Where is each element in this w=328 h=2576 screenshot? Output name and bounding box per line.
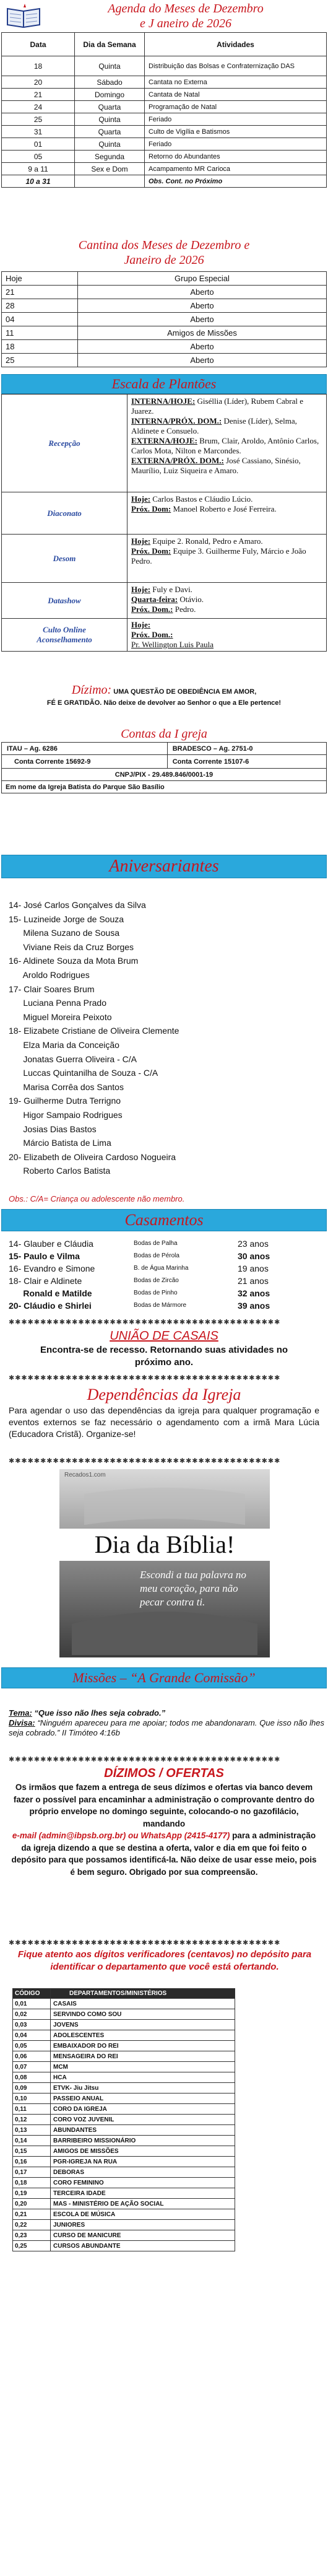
agenda-cell-atividade: Cantata no Externa	[145, 76, 327, 89]
biblia-verse: Escondi a tua palavra no meu coração, para não pecar contra ti.	[140, 1569, 246, 1608]
cantina-cell-grupo: Amigos de Missões	[78, 326, 327, 340]
diaconato-lines	[127, 492, 327, 535]
cantina-table	[1, 271, 327, 367]
datashow-line	[131, 605, 322, 614]
datashow-lines	[127, 583, 327, 619]
agenda-cell-atividade: Feriado	[145, 138, 327, 151]
contas-table	[1, 742, 327, 793]
bradesco-conta: Conta Corrente 15107-6	[167, 755, 326, 769]
dizimo-text1: UMA QUESTÃO DE OBEDIÊNCIA EM AMOR,	[111, 688, 257, 696]
bradesco-label: BRADESCO – Ag. 2751-0	[167, 743, 326, 755]
uniao-title: UNIÃO DE CASAIS	[110, 1329, 218, 1343]
casamento-nomes: Ronald e Matilde	[9, 1288, 92, 1298]
aniversariantes-title: Aniversariantes	[1, 855, 327, 878]
codigo-departamento: CORO VOZ JUVENIL	[51, 2115, 235, 2125]
diaconato-label: Diaconato	[2, 492, 127, 535]
aniversariante-item: Josias Dias Bastos	[9, 1124, 97, 1134]
cantina-row	[2, 326, 327, 340]
plantoes-table	[1, 394, 327, 652]
codigo-departamento: CURSOS ABUNDANTE	[51, 2241, 235, 2251]
agenda-cell-data: 20	[2, 76, 75, 89]
agenda-cell-atividade: Cantata de Natal	[145, 89, 327, 101]
biblia-image	[59, 1469, 270, 1657]
aniversariante-item: 14- José Carlos Gonçalves da Silva	[9, 900, 146, 910]
plantao-names: Equipe 2. Ronald, Pedro e Amaro.	[150, 536, 263, 546]
codigo-departamento: EMBAIXADOR DO REI	[51, 2041, 235, 2051]
aniversariante-item: Roberto Carlos Batista	[9, 1166, 111, 1176]
agenda-table	[1, 32, 327, 188]
cantina-header-grupo: Grupo Especial	[78, 272, 327, 286]
aniversariante-item: Luccas Quintanilha de Souza - C/A	[9, 1068, 158, 1078]
agenda-row	[2, 56, 327, 76]
codigo-value: 0,23	[13, 2230, 51, 2241]
agenda-row	[2, 175, 327, 188]
codigo-value: 0,05	[13, 2041, 51, 2051]
desom-label: Desom	[2, 535, 127, 583]
codigo-departamento: PGR-IGREJA NA RUA	[51, 2157, 235, 2167]
cantina-row	[2, 286, 327, 299]
agenda-title-line1: Agenda do Meses de Dezembro	[108, 2, 264, 15]
cantina-cell-data: 11	[2, 326, 78, 340]
casamento-anos: 21 anos	[238, 1276, 269, 1286]
uniao-section	[9, 1328, 319, 1369]
missoes-divisa-line	[9, 1718, 324, 1738]
biblia-title: Dia da Bíblia!	[59, 1529, 270, 1561]
codigo-row	[13, 2230, 235, 2241]
aconselhamento-label-text: Aconselhamento	[37, 635, 92, 644]
agenda-header-atividades: Atividades	[145, 33, 327, 56]
divider-stars-4: ✱✱✱✱✱✱✱✱✱✱✱✱✱✱✱✱✱✱✱✱✱✱✱✱✱✱✱✱✱✱✱✱✱✱✱✱✱✱✱✱✱✱✱	[9, 1756, 281, 1763]
tema-text: “Que isso não lhes seja cobrado.”	[32, 1708, 166, 1718]
cantina-cell-data: 28	[2, 299, 78, 313]
casamento-bodas: Bodas de Pérola	[134, 1252, 179, 1259]
codigo-row	[13, 2188, 235, 2199]
agenda-cell-data: 18	[2, 56, 75, 76]
codigo-row	[13, 2136, 235, 2146]
agenda-cell-dia: Sábado	[75, 76, 145, 89]
dependencias-title: Dependências da Igreja	[87, 1386, 241, 1404]
agenda-cell-dia: Sex e Dom	[75, 163, 145, 175]
agenda-cell-atividade: Distribuição das Bolsas e Confraternização DAS	[145, 56, 327, 76]
dizimos-text1: Os irmãos que fazem a entrega de seus dízimos e ofertas via banco devem fazer o possível para encaminhar a administração o comprovante dentro do próprio envelope no domingo seguinte, colocando-o no gazofilácio, mandando	[13, 1783, 315, 1828]
cantina-row	[2, 299, 327, 313]
agenda-cell-data: 24	[2, 101, 75, 113]
divider-stars-3: ✱✱✱✱✱✱✱✱✱✱✱✱✱✱✱✱✱✱✱✱✱✱✱✱✱✱✱✱✱✱✱✱✱✱✱✱✱✱✱✱✱✱✱	[9, 1457, 281, 1465]
casamento-row	[9, 1238, 324, 1250]
recepcao-lines	[127, 395, 327, 492]
agenda-cell-data: 10 a 31	[2, 175, 75, 188]
contas-nome: Em nome da Igreja Batista do Parque São Basílio	[2, 781, 327, 793]
casamentos-list	[9, 1238, 324, 1312]
casamento-nomes: 16- Evandro e Simone	[9, 1264, 95, 1273]
casamento-nomes: 14- Glauber e Cláudia	[9, 1239, 93, 1249]
agenda-cell-dia	[75, 175, 145, 188]
cantina-cell-grupo: Aberto	[78, 299, 327, 313]
aconselhamento-name: Pr. Wellington Luis Paula	[131, 640, 214, 649]
agenda-row	[2, 76, 327, 89]
plantao-label: Próx. Dom:	[131, 504, 171, 513]
book-icon	[5, 2, 42, 30]
plantao-label: Hoje:	[131, 585, 151, 594]
itau-label: ITAU – Ag. 6286	[2, 743, 168, 755]
codigo-departamento: SERVINDO COMO SOU	[51, 2009, 235, 2020]
aniversariante-item: 17- Clair Soares Brum	[9, 984, 95, 994]
casamento-bodas: Bodas de Zircão	[134, 1277, 179, 1284]
diaconato-line	[131, 504, 322, 514]
casamento-nomes: 15- Paulo e Vilma	[9, 1251, 80, 1261]
codigo-value: 0,17	[13, 2167, 51, 2178]
codigo-value: 0,11	[13, 2104, 51, 2115]
missoes-text	[9, 1708, 324, 1738]
plantoes-row-datashow	[2, 583, 327, 619]
plantao-label: EXTERNA/PRÓX. DOM.:	[131, 456, 224, 465]
codigo-row	[13, 2083, 235, 2094]
plantao-names: Giséllia (Líder), Rubem Cabral e Juarez.	[131, 396, 304, 416]
codigo-departamento: TERCEIRA IDADE	[51, 2188, 235, 2199]
culto-online-hoje: Hoje:	[131, 620, 151, 629]
codigo-row	[13, 2115, 235, 2125]
casamento-row	[9, 1250, 324, 1262]
aniversariante-item: Aroldo Rodrigues	[9, 969, 90, 980]
pix: CNPJ/PIX - 29.489.846/0001-19	[2, 769, 327, 781]
divisa-label: Divisa:	[9, 1718, 35, 1727]
cantina-title	[0, 238, 328, 268]
codigo-departamento: AMIGOS DE MISSÕES	[51, 2146, 235, 2157]
casamento-anos: 30 anos	[238, 1251, 270, 1261]
casamento-anos: 32 anos	[238, 1288, 270, 1298]
agenda-cell-dia: Segunda	[75, 151, 145, 163]
recepcao-label: Recepção	[2, 395, 127, 492]
aniversariantes-list	[9, 898, 324, 1178]
codigo-row	[13, 2157, 235, 2167]
plantao-names: José Cassiano, Sinésio, Maurílio, Luiz Siqueira e Amaro.	[131, 456, 301, 475]
codigo-value: 0,22	[13, 2220, 51, 2230]
culto-online-lines	[127, 619, 327, 652]
casamento-bodas: Bodas de Palha	[134, 1240, 178, 1247]
agenda-row	[2, 89, 327, 101]
casamento-bodas: Bodas de Pinho	[134, 1290, 178, 1296]
casamento-anos: 19 anos	[238, 1264, 269, 1273]
dizimos-ofertas-text	[9, 1781, 319, 1878]
codigo-departamento: BARRIBEIRO MISSIONÁRIO	[51, 2136, 235, 2146]
agenda-cell-atividade: Feriado	[145, 113, 327, 126]
codigo-departamento: JUNIORES	[51, 2220, 235, 2230]
cantina-row	[2, 340, 327, 354]
agenda-header-dia: Dia da Semana	[75, 33, 145, 56]
aniversariante-item: 16- Aldinete Souza da Mota Brum	[9, 956, 139, 966]
cantina-title-line2: Janeiro de 2026	[124, 253, 204, 267]
codigos-header-codigo: CÓDIGO	[13, 1989, 51, 1999]
dizimos-contact: e-mail (admin@ibpsb.org.br) ou WhatsApp (2415-4177)	[12, 1831, 230, 1840]
missoes-tema-line	[9, 1708, 324, 1718]
dependencias-section	[9, 1385, 319, 1440]
codigo-departamento: CURSO DE MANICURE	[51, 2230, 235, 2241]
divider-stars-2: ✱✱✱✱✱✱✱✱✱✱✱✱✱✱✱✱✱✱✱✱✱✱✱✱✱✱✱✱✱✱✱✱✱✱✱✱✱✱✱✱✱✱✱	[9, 1374, 281, 1382]
codigos-header-departamentos: DEPARTAMENTOS/MINISTÉRIOS	[51, 1989, 235, 1999]
codigo-row	[13, 2072, 235, 2083]
casamento-row	[9, 1299, 324, 1312]
aniversariante-item: Márcio Batista de Lima	[9, 1138, 111, 1148]
cantina-row	[2, 313, 327, 326]
agenda-title-line2: e J aneiro de 2026	[139, 17, 232, 30]
codigo-departamento: ESCOLA DE MÚSICA	[51, 2209, 235, 2220]
divider-stars-1: ✱✱✱✱✱✱✱✱✱✱✱✱✱✱✱✱✱✱✱✱✱✱✱✱✱✱✱✱✱✱✱✱✱✱✱✱✱✱✱✱✱✱✱	[9, 1319, 281, 1326]
plantao-label: Hoje:	[131, 494, 151, 504]
agenda-cell-dia: Quarta	[75, 126, 145, 138]
plantao-label: EXTERNA/HOJE:	[131, 436, 197, 445]
agenda-row	[2, 126, 327, 138]
codigo-value: 0,02	[13, 2009, 51, 2020]
cantina-row	[2, 354, 327, 367]
desom-lines	[127, 535, 327, 583]
divisa-text: “Ninguém apareceu para me apoiar; todos me abandonaram. Que isso não lhes seja cobrado.” II Timóteo 4:16b	[9, 1718, 324, 1737]
codigo-row	[13, 2199, 235, 2209]
codigo-value: 0,16	[13, 2157, 51, 2167]
cantina-cell-data: 18	[2, 340, 78, 354]
codigo-value: 0,25	[13, 2241, 51, 2251]
codigo-departamento: CORO DA IGREJA	[51, 2104, 235, 2115]
recepcao-line	[131, 416, 322, 436]
codigo-value: 0,03	[13, 2020, 51, 2030]
cantina-header-hoje: Hoje	[2, 272, 78, 286]
agenda-cell-atividade: Obs. Cont. no Próximo	[145, 175, 327, 188]
aniversariantes-obs: Obs.: C/A= Criança ou adolescente não membro.	[9, 1194, 185, 1203]
plantao-names: Manoel Roberto e José Ferreira.	[171, 504, 277, 513]
casamento-bodas: Bodas de Mármore	[134, 1302, 187, 1309]
codigo-departamento: MCM	[51, 2062, 235, 2072]
plantoes-row-diaconato	[2, 492, 327, 535]
codigo-row	[13, 2030, 235, 2041]
codigo-departamento: CASAIS	[51, 1999, 235, 2009]
agenda-cell-dia: Quinta	[75, 113, 145, 126]
codigo-departamento: CORO FEMININO	[51, 2178, 235, 2188]
agenda-cell-dia: Quarta	[75, 101, 145, 113]
plantao-names: Pedro.	[173, 605, 196, 614]
casamentos-title: Casamentos	[1, 1209, 327, 1231]
divider-stars-5: ✱✱✱✱✱✱✱✱✱✱✱✱✱✱✱✱✱✱✱✱✱✱✱✱✱✱✱✱✱✱✱✱✱✱✱✱✱✱✱✱✱✱✱	[9, 1939, 281, 1947]
biblia-watermark: Recados1.com	[64, 1472, 106, 1478]
codigo-value: 0,07	[13, 2062, 51, 2072]
aniversariante-item: Viviane Reis da Cruz Borges	[9, 941, 134, 952]
datashow-line	[131, 585, 322, 595]
codigo-row	[13, 2178, 235, 2188]
agenda-row	[2, 138, 327, 151]
codigo-value: 0,13	[13, 2125, 51, 2136]
codigo-row	[13, 2062, 235, 2072]
agenda-cell-dia: Quinta	[75, 56, 145, 76]
plantao-names: Otávio.	[178, 595, 204, 604]
codigo-row	[13, 2041, 235, 2051]
contas-section	[1, 726, 327, 793]
codigo-departamento: ABUNDANTES	[51, 2125, 235, 2136]
codigo-departamento: HCA	[51, 2072, 235, 2083]
agenda-row	[2, 163, 327, 175]
aniversariante-item: Miguel Moreira Peixoto	[9, 1011, 112, 1022]
codigo-value: 0,06	[13, 2051, 51, 2062]
codigo-row	[13, 2094, 235, 2104]
codigo-value: 0,18	[13, 2178, 51, 2188]
codigo-value: 0,14	[13, 2136, 51, 2146]
dizimo-section	[1, 685, 327, 709]
plantoes-row-recepcao	[2, 395, 327, 492]
dizimos-ofertas-title: DÍZIMOS / OFERTAS	[104, 1766, 224, 1780]
codigo-departamento: MAS - MINISTÉRIO DE AÇÃO SOCIAL	[51, 2199, 235, 2209]
codigo-departamento: PASSEIO ANUAL	[51, 2094, 235, 2104]
codigo-row	[13, 2209, 235, 2220]
agenda-cell-data: 05	[2, 151, 75, 163]
codigo-value: 0,15	[13, 2146, 51, 2157]
digitos-text: Fique atento aos dígitos verificadores (centavos) no depósito para identificar o departamento que você está ofertando.	[17, 1949, 312, 1972]
agenda-cell-atividade: Culto de Vigília e Batismos	[145, 126, 327, 138]
datashow-label: Datashow	[2, 583, 127, 619]
codigos-table	[12, 1988, 235, 2251]
cantina-cell-grupo: Aberto	[78, 286, 327, 299]
dizimos-ofertas-section	[9, 1765, 319, 1878]
plantao-label: INTERNA/HOJE:	[131, 396, 196, 406]
codigo-value: 0,10	[13, 2094, 51, 2104]
recepcao-line	[131, 396, 322, 416]
itau-conta: Conta Corrente 15692-9	[2, 755, 168, 769]
open-book-illustration	[59, 1469, 270, 1657]
codigo-departamento: JOVENS	[51, 2020, 235, 2030]
aniversariante-item: Milena Suzano de Sousa	[9, 928, 119, 938]
casamento-row	[9, 1262, 324, 1275]
casamento-row	[9, 1275, 324, 1287]
codigo-value: 0,19	[13, 2188, 51, 2199]
agenda-header-data: Data	[2, 33, 75, 56]
aniversariante-item: 15- Luzineide Jorge de Souza	[9, 914, 124, 924]
agenda-cell-data: 31	[2, 126, 75, 138]
codigo-value: 0,12	[13, 2115, 51, 2125]
agenda-cell-data: 01	[2, 138, 75, 151]
culto-online-label	[2, 619, 127, 652]
dizimo-line1	[1, 685, 327, 697]
agenda-title	[56, 1, 316, 31]
plantoes-title: Escala de Plantões	[1, 374, 327, 394]
codigo-row	[13, 2020, 235, 2030]
recepcao-line	[131, 456, 322, 476]
casamento-row	[9, 1287, 324, 1299]
codigo-value: 0,09	[13, 2083, 51, 2094]
agenda-cell-data: 9 a 11	[2, 163, 75, 175]
missoes-title: Missões – “A Grande Comissão”	[1, 1667, 327, 1688]
agenda-cell-atividade: Acampamento MR Carioca	[145, 163, 327, 175]
casamento-nomes: 18- Clair e Aldinete	[9, 1276, 82, 1286]
codigo-departamento: DEBORAS	[51, 2167, 235, 2178]
codigo-departamento: MENSAGEIRA DO REI	[51, 2051, 235, 2062]
cantina-title-line1: Cantina dos Meses de Dezembro e	[78, 238, 250, 252]
cantina-cell-grupo: Aberto	[78, 354, 327, 367]
plantao-label: Próx. Dom:	[131, 546, 171, 556]
contas-title: Contas da I greja	[121, 727, 207, 741]
codigo-departamento: ADOLESCENTES	[51, 2030, 235, 2041]
codigo-value: 0,08	[13, 2072, 51, 2083]
cantina-cell-data: 21	[2, 286, 78, 299]
codigo-value: 0,04	[13, 2030, 51, 2041]
codigo-row	[13, 2241, 235, 2251]
plantao-label: Próx. Dom.:	[131, 605, 173, 614]
aniversariante-item: Elza Maria da Conceição	[9, 1039, 119, 1050]
plantao-label: INTERNA/PRÓX. DOM.:	[131, 416, 222, 426]
codigo-row	[13, 2009, 235, 2020]
agenda-row	[2, 151, 327, 163]
dependencias-text: Para agendar o uso das dependências da igreja para qualquer programação e eventos externos se faz necessário o agendamento com a irmã Mara Lúcia (Educadora Cristã). Organize-se!	[9, 1405, 319, 1439]
codigo-row	[13, 2125, 235, 2136]
aniversariante-item: 19- Guilherme Dutra Terrigno	[9, 1096, 121, 1106]
plantoes-section	[1, 374, 327, 652]
uniao-text: Encontra-se de recesso. Retornando suas atividades no próximo ano.	[40, 1345, 288, 1368]
dizimo-label: Dízimo:	[71, 683, 112, 697]
plantao-names: Fuly e Davi.	[150, 585, 192, 594]
codigo-row	[13, 2146, 235, 2157]
codigo-value: 0,20	[13, 2199, 51, 2209]
diaconato-line	[131, 494, 322, 504]
aniversariante-item: 20- Elizabeth de Oliveira Cardoso Nogueira	[9, 1151, 176, 1162]
tema-label: Tema:	[9, 1708, 32, 1718]
recepcao-line	[131, 436, 322, 456]
cantina-cell-grupo: Aberto	[78, 340, 327, 354]
cantina-cell-grupo: Aberto	[78, 313, 327, 326]
casamento-nomes: 20- Cláudio e Shirlei	[9, 1301, 92, 1311]
codigo-row	[13, 2051, 235, 2062]
aniversariante-item: 18- Elizabete Cristiane de Oliveira Clemente	[9, 1026, 179, 1036]
agenda-row	[2, 101, 327, 113]
codigo-row	[13, 2167, 235, 2178]
culto-online-prox: Próx. Dom.:	[131, 630, 173, 639]
plantao-names: Equipe 3. Guilherme Fuly, Márcio e João Pedro.	[131, 546, 306, 565]
codigo-value: 0,21	[13, 2209, 51, 2220]
cantina-cell-data: 25	[2, 354, 78, 367]
plantoes-row-desom	[2, 535, 327, 583]
agenda-cell-dia: Quinta	[75, 138, 145, 151]
culto-online-label-text: Culto Online	[43, 625, 86, 634]
cantina-cell-data: 04	[2, 313, 78, 326]
plantao-names: Brum, Clair, Aroldo, Antônio Carlos, Carlos Mota, Nilton e Marcondes.	[131, 436, 319, 455]
plantao-names: Carlos Bastos e Cláudio Lúcio.	[150, 494, 253, 504]
agenda-cell-dia: Domingo	[75, 89, 145, 101]
casamento-anos: 39 anos	[238, 1301, 270, 1311]
aniversariante-item: Marisa Corrêa dos Santos	[9, 1081, 124, 1092]
agenda-row	[2, 113, 327, 126]
codigo-row	[13, 2104, 235, 2115]
agenda-cell-atividade: Retorno do Abundantes	[145, 151, 327, 163]
agenda-cell-data: 25	[2, 113, 75, 126]
codigo-row	[13, 1999, 235, 2009]
codigo-row	[13, 2220, 235, 2230]
aniversariante-item: Luciana Penna Prado	[9, 998, 106, 1008]
codigo-departamento: ETVK- Jiu Jitsu	[51, 2083, 235, 2094]
agenda-cell-atividade: Programação de Natal	[145, 101, 327, 113]
datashow-line	[131, 595, 322, 605]
casamento-anos: 23 anos	[238, 1239, 269, 1249]
codigo-value: 0,01	[13, 1999, 51, 2009]
aniversariante-item: Higor Sampaio Rodrigues	[9, 1109, 123, 1120]
plantoes-row-culto-online	[2, 619, 327, 652]
desom-line	[131, 546, 322, 566]
casamento-bodas: B. de Água Marinha	[134, 1265, 189, 1272]
aniversariante-item: Jonatas Guerra Oliveira - C/A	[9, 1054, 137, 1064]
plantao-label: Hoje:	[131, 536, 151, 546]
dizimos-text2: para a administração da igreja dizendo a que se destina a oferta, valor e dia em que foi feito o depósito para que possamos identificá-la. Não deixe de usar esse meio, pois é bem seguro. Obrigado por sua compreensão.	[11, 1831, 317, 1877]
desom-line	[131, 536, 322, 546]
agenda-cell-data: 21	[2, 89, 75, 101]
plantao-names: Denise (Líder), Selma, Aldinete e Consuelo.	[131, 416, 297, 435]
dizimo-text2: FÉ E GRATIDÃO. Não deixe de devolver ao Senhor o que a Ele pertence!	[46, 699, 282, 707]
plantao-label: Quarta-feira:	[131, 595, 178, 604]
